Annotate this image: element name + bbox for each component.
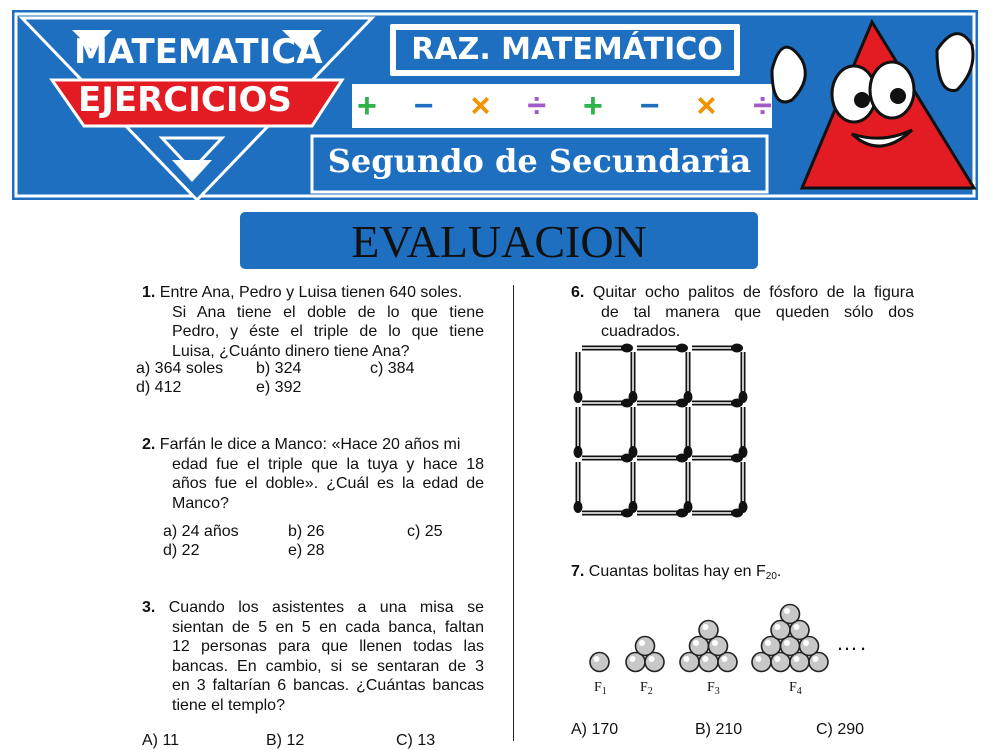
option-b[interactable]: B) 210 — [695, 721, 743, 738]
page-title: EVALUACION — [351, 216, 647, 267]
matchstick-figure — [570, 340, 750, 524]
question-number: 3. — [142, 599, 156, 616]
option-a[interactable]: a) 24 años — [163, 523, 239, 540]
ball-triangles-figure — [580, 596, 840, 676]
matchstick-head — [574, 446, 583, 458]
minus-icon: − — [639, 86, 660, 125]
question-1 — [142, 283, 484, 361]
question-punct: . — [776, 563, 782, 580]
option-d[interactable]: d) 412 — [136, 379, 182, 396]
option-c[interactable]: C) 13 — [396, 732, 436, 749]
question-line: Farfán le dice a Manco: «Hace 20 años mi — [159, 436, 461, 453]
grade-title: Segundo de Secundaria — [327, 142, 752, 180]
question-line: Manco? — [172, 494, 229, 512]
question-7 — [571, 562, 914, 587]
header-banner — [12, 10, 978, 200]
ellipsis: …. — [836, 630, 869, 655]
option-d[interactable]: d) 22 — [163, 542, 200, 559]
brand-line1: MATEMATICA — [74, 32, 323, 72]
option-c[interactable]: c) 25 — [407, 523, 443, 540]
divide-icon: ÷ — [753, 86, 772, 125]
question-line: Cuando los asistentes a una misa se — [168, 599, 484, 616]
ball — [590, 653, 609, 672]
question-number: 2. — [142, 436, 156, 453]
matchstick-head — [676, 344, 688, 353]
matchstick-head — [574, 391, 583, 403]
question-number: 1. — [142, 284, 156, 301]
matchstick-head — [621, 344, 633, 353]
option-b[interactable]: b) 324 — [256, 360, 302, 377]
question-2 — [142, 435, 484, 513]
divide-icon: ÷ — [527, 86, 547, 125]
option-e[interactable]: e) 28 — [288, 542, 325, 559]
question-line: tiene el templo? — [172, 696, 285, 714]
question-line: sientan de 5 en 5 en cada banca, faltan — [172, 618, 484, 636]
option-e[interactable]: e) 392 — [256, 379, 302, 396]
question-line: de tal manera que queden sólo dos — [601, 303, 914, 321]
figure-label-f4: $F_4$ — [789, 680, 802, 697]
question-text: Cuantas bolitas hay en F — [588, 563, 766, 580]
question-line: años fue el doble». ¿Cuál es la edad de — [172, 475, 484, 492]
matchstick-head — [629, 446, 638, 458]
course-title: RAZ. MATEMÁTICO — [411, 32, 723, 67]
question-subscript: 20 — [765, 571, 777, 582]
question-line: bancas. En cambio, si se sentaran de 3 — [172, 657, 484, 675]
figure-label-f1: $F_1$ — [594, 680, 607, 697]
question-number: 7. — [571, 563, 585, 580]
ball — [781, 605, 800, 624]
question-6 — [571, 283, 914, 342]
matchstick-head — [739, 501, 748, 513]
option-c[interactable]: c) 384 — [370, 360, 415, 377]
matchstick-head — [731, 344, 743, 353]
question-line: edad fue el triple que la tuya y hace 18 — [172, 455, 484, 473]
ball — [699, 621, 718, 640]
question-line: Si Ana tiene el doble de lo que tiene — [172, 303, 484, 321]
question-line: Luisa, ¿Cuánto dinero tiene Ana? — [172, 342, 410, 360]
minus-icon: − — [413, 86, 434, 125]
matchstick-head — [629, 391, 638, 403]
matchstick-head — [684, 391, 693, 403]
question-line: Entre Ana, Pedro y Luisa tienen 640 soles. — [159, 284, 463, 301]
option-b[interactable]: b) 26 — [288, 523, 325, 540]
operators-strip — [357, 84, 772, 128]
question-number: 6. — [571, 284, 585, 301]
matchstick-head — [739, 391, 748, 403]
matchstick-head — [739, 446, 748, 458]
times-icon: × — [470, 86, 491, 125]
question-line: 12 personas para que llenen todas las — [172, 638, 484, 655]
question-line: en 3 faltarían 6 bancas. ¿Cuántas bancas — [172, 677, 484, 694]
matchstick-head — [629, 501, 638, 513]
option-a[interactable]: a) 364 soles — [136, 360, 224, 377]
option-c[interactable]: C) 290 — [816, 721, 865, 738]
option-a[interactable]: A) 11 — [142, 732, 180, 749]
plus-icon: + — [357, 86, 377, 125]
figure-label-f3: $F_3$ — [707, 680, 720, 697]
question-3 — [142, 598, 484, 715]
ball — [636, 637, 655, 656]
option-a[interactable]: A) 170 — [571, 721, 619, 738]
figure-label-f2: $F_2$ — [640, 680, 653, 697]
question-line: Quitar ocho palitos de fósforo de la figura — [592, 284, 914, 301]
matchstick-head — [574, 501, 583, 513]
brand-line2: EJERCICIOS — [78, 80, 292, 120]
times-icon: × — [696, 86, 717, 125]
plus-icon: + — [582, 86, 603, 125]
option-b[interactable]: B) 12 — [266, 732, 305, 749]
matchstick-head — [684, 501, 693, 513]
question-line: cuadrados. — [601, 323, 681, 340]
matchstick-head — [684, 446, 693, 458]
column-divider — [513, 285, 514, 741]
question-line: Pedro, y éste el triple de lo que tiene — [172, 323, 484, 340]
